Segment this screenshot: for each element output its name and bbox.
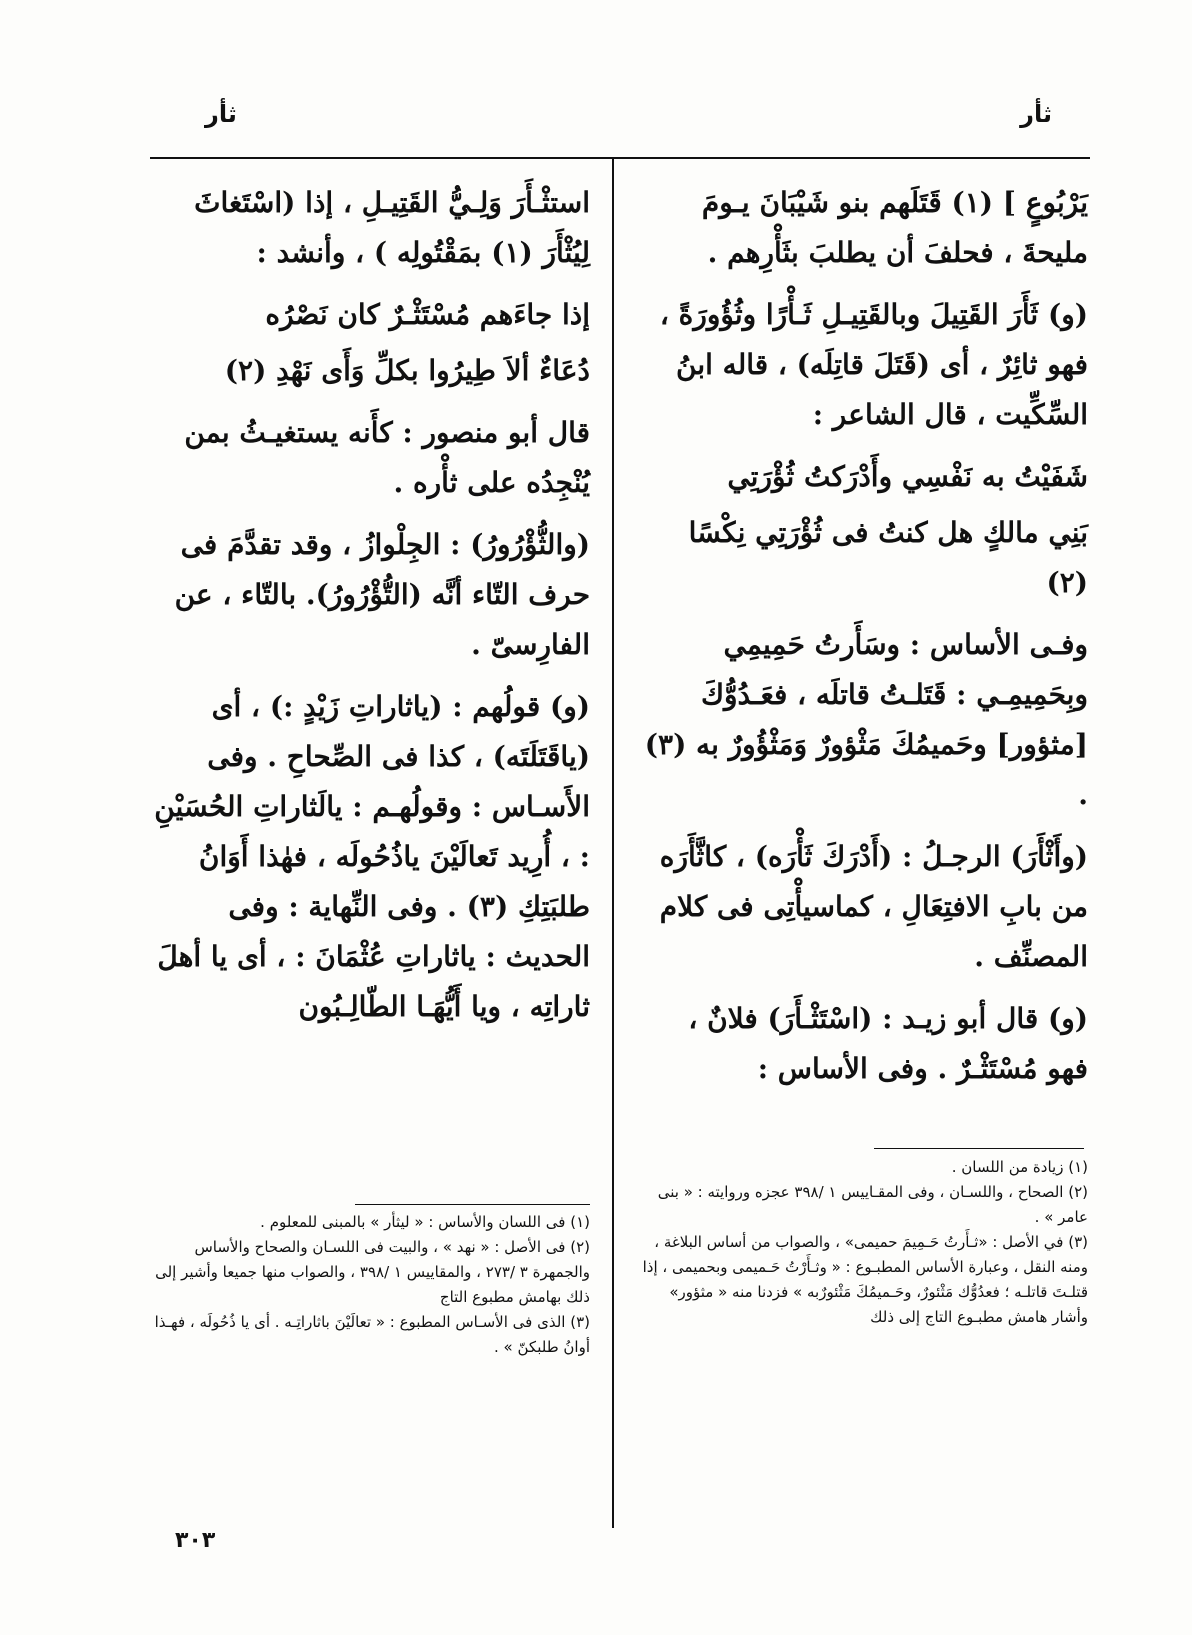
paragraph: استثْـأَرَ وَلِـيُّ القَتِيـلِ ، إذا (اسْتَغاثَ لِيُثْأَرَ (١) بمَقْتُولِه ) ، وأنشد : xyxy=(194,186,590,269)
footnote: (٢) الصحاح ، واللسـان ، وفى المقـاييس ١ /٣٩٨ عجزه وروايته : « بنى عامر » . xyxy=(657,1183,1088,1226)
paragraph: قال أبو منصور : كأَنه يستغيـثُ بمن يُنْجِدُه على ثأْره . xyxy=(184,416,590,499)
verse-line: بَنِي مالكٍ هل كنتُ فى ثُؤْرَتِي نِكْسًا (٢) xyxy=(688,516,1088,599)
paragraph: وفـى الأساس : وسَأَرتُ حَمِيمِي وبِحَمِيمِـي : قَتَلـتُ قاتلَه ، فعَـدُوُّكَ [مثؤور] وحَميمُكَ مَثْؤورٌ وَمَثْؤُورٌ به (٣) . xyxy=(644,628,1088,811)
verse-line: شَفَيْتُ به نَفْسِي وأَدْرَكتُ ثُؤْرَتِي xyxy=(727,460,1088,493)
footnote: (١) فى اللسان والأساس : « ليثأر » بالمبنى للمعلوم . xyxy=(260,1213,590,1231)
footnotes-right xyxy=(640,1155,1088,1330)
footnote: (٢) فى الأصل : « نهد » ، والبيت فى اللسـان والصحاح والأساس والجمهرة ٣ /٢٧٣ ، والمقاييس ١ /٣٩٨ ، والصواب منها جميعا وأشير إلى ذلك بهامش مطبوع التاج xyxy=(155,1238,590,1306)
paragraph: (و) ثَأَرَ القَتِيلَ وبالقَتِيـلِ ثَـأْرًا وثُؤُورَةً ، فهو ثائِرٌ ، أى (قَتَلَ قاتِلَه) ، قاله ابنُ السِّكِّيت ، قال الشاعر : xyxy=(659,298,1088,431)
footnote-rule-right xyxy=(874,1148,1084,1149)
headword-right: ثأر xyxy=(1020,100,1052,128)
paragraph: (و) قال أبو زيـد : (اسْتَثْـأَرَ) فلانٌ ، فهو مُسْتَثْـرٌ . وفى الأساس : xyxy=(688,1002,1088,1085)
footnote-rule-left xyxy=(355,1204,590,1205)
right-column xyxy=(640,178,1088,1106)
verse-line: دُعَاءٌ ألاَ طِيرُوا بكلِّ وَأَى نَهْدِ (٢) xyxy=(224,354,590,387)
left-column xyxy=(150,178,590,1044)
footnote: (١) زيادة من اللسان . xyxy=(951,1158,1088,1176)
paragraph: (والثُّؤْرُورُ) : الجِلْوازُ ، وقد تقدَّمَ فى حرف التّاء أنَّه (التُّؤْرُورُ). بالتّاء ، عن الفارِسىّ . xyxy=(174,528,590,661)
footnotes-left xyxy=(150,1210,590,1360)
header-rule xyxy=(150,157,1090,159)
page-number: ٣٠٣ xyxy=(175,1528,216,1553)
paragraph: (وأَثْأَرَ) الرجـلُ : (أَدْرَكَ ثَأْرَه) ، كاثَّأَرَه من بابِ الافتِعَالِ ، كماسيأْتِى فى كلام المصنِّف . xyxy=(659,840,1088,973)
headword-left: ثأر xyxy=(205,100,237,128)
column-divider xyxy=(612,158,614,1528)
verse-line: إذا جاءَهم مُسْتَثْـرٌ كان نَصْرُه xyxy=(265,298,590,331)
footnote: (٣) الذى فى الأسـاس المطبوع : « تعالَيْنَ باثاراتِـه . أى يا ذُحُولَه ، فهـذا أوانُ طلبكنّ » . xyxy=(154,1313,590,1356)
paragraph: يَرْبُوعٍ ] (١) قَتَلَهم بنو شَيْبَانَ يـومَ مليحةَ ، فحلفَ أن يطلبَ بثَأْرِهم . xyxy=(701,186,1088,269)
footnote: (٣) في الأصل : «ثـأَرتُ حَـمِيمَ حميمى» ، والصواب من أساس البلاغة ، ومنه النقل ، وعبارة الأساس المطبـوع : « وثـأَرْتُ حَـميمى وبحميمى ، إذا قتلـتَ قاتلـه ؛ فعدُوُّك مَثْئورٌ، وحَـميمُكَ مَثْئورٌبه » فزدنا منه « مثؤور» وأشار هامش مطبـوع التاج إلى ذلك xyxy=(642,1233,1088,1326)
paragraph: (و) قولُهم : (ياثاراتِ زَيْدٍ :) ، أى (ياقَتَلَتَه) ، كذا فى الصِّحاحِ . وفى الأَسـاس : وقولُهـم : يالَثاراتِ الحُسَيْنِ : ، أُرِيد تَعالَيْنَ ياذُحُولَه ، فهٰذا أَوَانُ طلبَتِكِ (٣) . وفى النِّهاية : وفى الحديث : ياثاراتِ عُثْمَانَ : ، أى يا أهلَ ثاراتِه ، ويا أَيُّهَـا الطّالِـبُون xyxy=(154,690,590,1023)
